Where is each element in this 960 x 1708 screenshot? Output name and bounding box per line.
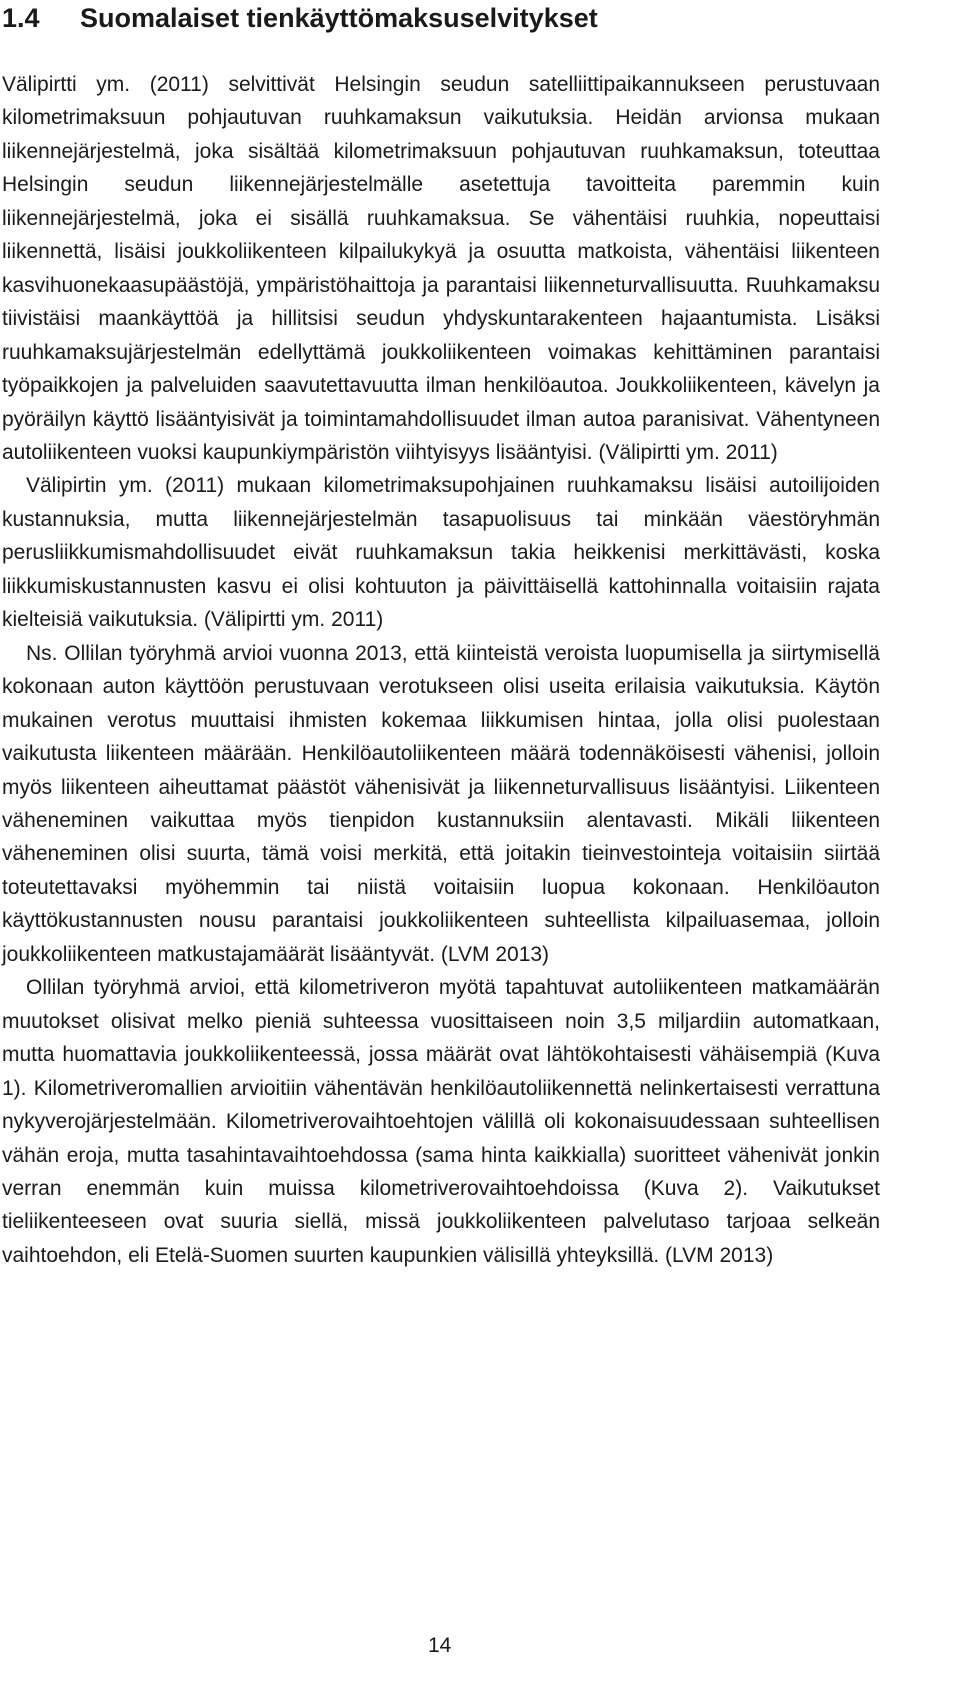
page-number: 14 — [428, 1634, 452, 1657]
section-title: Suomalaiset tienkäyttömaksuselvitykset — [80, 3, 598, 33]
paragraph: Välipirtin ym. (2011) mukaan kilometrimaksupohjainen ruuhkamaksu lisäisi autoilijoiden kustannuksia, mutta liikennejärjestelmän tasapuolisuus tai minkään väestöryhmän perusliikkumismahdollisuudet eivät ruuhkamaksun takia heikkenisi merkittävästi, koska liikkumiskustannusten kasvu ei olisi kohtuuton ja päivittäisellä kattohinnalla voitaisiin rajata kielteisiä vaikutuksia. (Välipirtti ym. 2011) — [2, 474, 880, 632]
body-text — [2, 68, 880, 1272]
section-heading — [2, 0, 598, 36]
paragraph: Ns. Ollilan työryhmä arvioi vuonna 2013, että kiinteistä veroista luopumisella ja siirtymisellä kokonaan auton käyttöön perustuvaan verotukseen olisi useita erilaisia vaikutuksia. Käytön mukainen verotus muuttaisi ihmisten kokemaa liikkumisen hintaa, jolla olisi puolestaan vaikutusta liikenteen määrään. Henkilöautoliikenteen määrä todennäköisesti vähenisi, jolloin myös liikenteen aiheuttamat päästöt vähenisivät ja liikenneturvallisuus lisääntyisi. Liikenteen väheneminen vaikuttaa myös tienpidon kustannuksiin alentavasti. Mikäli liikenteen väheneminen olisi suurta, tämä voisi merkitä, että joitakin tieinvestointeja voitaisiin siirtää toteutettavaksi myöhemmin tai niistä voitaisiin luopua kokonaan. Henkilöauton käyttökustannusten nousu parantaisi joukkoliikenteen suhteellista kilpailuasemaa, jolloin joukkoliikenteen matkustajamäärät lisääntyvät. (LVM 2013) — [2, 641, 880, 966]
paragraph: Välipirtti ym. (2011) selvittivät Helsingin seudun satelliittipaikannukseen perustuvaan kilometrimaksuun pohjautuvan ruuhkamaksun vaikutuksia. Heidän arvionsa mukaan liikennejärjestelmä, joka sisältää kilometrimaksuun pohjautuvan ruuhkamaksun, toteuttaa Helsingin seudun liikennejärjestelmälle asetettuja tavoitteita paremmin kuin liikennejärjestelmä, joka ei sisällä ruuhkamaksua. Se vähentäisi ruuhkia, nopeuttaisi liikennettä, lisäisi joukkoliikenteen kilpailukykyä ja osuutta matkoista, vähentäisi liikenteen kasvihuonekaasupäästöjä, ympäristöhaittoja ja parantaisi liikenneturvallisuutta. Ruuhkamaksu tiivistäisi maankäyttöä ja hillitsisi seudun yhdyskuntarakenteen hajaantumista. Lisäksi ruuhkamaksujärjestelmän edellyttämä joukkoliikenteen voimakas kehittäminen parantaisi työpaikkojen ja palveluiden saavutettavuutta ilman henkilöautoa. Joukkoliikenteen, kävelyn ja pyöräilyn käyttö lisääntyisivät ja toimintamahdollisuudet ilman autoa paranisivat. Vähentyneen autoliikenteen vuoksi kaupunkiympäristön viihtyisyys lisääntyisi. (Välipirtti ym. 2011) — [2, 73, 880, 464]
paragraph: Ollilan työryhmä arvioi, että kilometriveron myötä tapahtuvat autoliikenteen matkamäärän muutokset olisivat melko pieniä suhteessa vuosittaiseen noin 3,5 miljardiin automatkaan, mutta huomattavia joukkoliikenteessä, jossa määrät ovat lähtökohtaisesti vähäisempiä (Kuva 1). Kilometriveromallien arvioitiin vähentävän henkilöautoliikennettä nelinkertaisesti verrattuna nykyverojärjestelmään. Kilometriverovaihtoehtojen välillä oli kokonaisuudessaan suhteellisen vähän eroja, mutta tasahintavaihtoehdossa (sama hinta kaikkialla) suoritteet vähenivät jonkin verran enemmän kuin muissa kilometriverovaihtoehdoissa (Kuva 2). Vaikutukset tieliikenteeseen ovat suuria siellä, missä joukkoliikenteen palvelutaso tarjoaa selkeän vaihtoehdon, eli Etelä-Suomen suurten kaupunkien välisillä yhteyksillä. (LVM 2013) — [2, 976, 880, 1267]
section-number: 1.4 — [2, 3, 40, 33]
